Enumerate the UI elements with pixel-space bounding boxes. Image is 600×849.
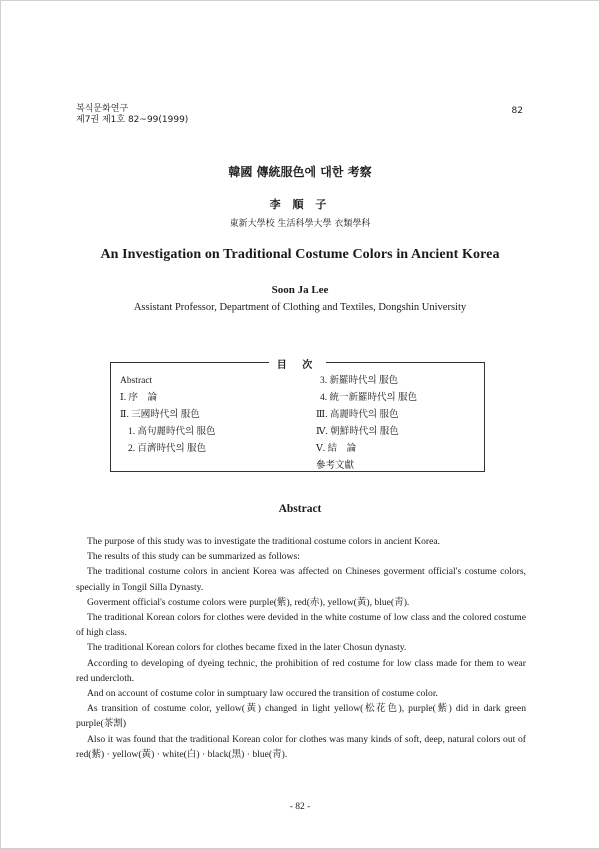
english-affiliation: Assistant Professor, Department of Clothing and Textiles, Dongshin University bbox=[133, 302, 467, 313]
header-page-number: 82 bbox=[511, 106, 523, 116]
toc-item-baekje: 2. 百濟時代의 服色 bbox=[128, 444, 207, 454]
abstract-paragraph: The traditional costume colors in ancient Korea was affected on Chineses goverment official's costume colors, specially in Tongil Silla Dynasty. bbox=[76, 566, 526, 593]
toc-item-introduction: Ⅰ. 序 論 bbox=[120, 393, 158, 403]
toc-right-column bbox=[316, 373, 417, 475]
toc-left-column bbox=[120, 373, 216, 458]
abstract-paragraph: As transition of costume color, yellow(黃) changed in light yellow(松花色), purple(紫) did in dark green purple(茶割) bbox=[76, 703, 526, 730]
toc-item-unified-silla: 4. 統一新羅時代의 服色 bbox=[320, 393, 418, 403]
toc-title: 目 次 bbox=[269, 360, 326, 371]
abstract-paragraph: The traditional Korean colors for clothes were devided in the white costume of low class and the colored costume of high class. bbox=[76, 612, 526, 639]
toc-item-conclusion: Ⅴ. 結 論 bbox=[316, 444, 357, 454]
toc-item-goguryeo: 1. 高句麗時代의 服色 bbox=[128, 427, 216, 437]
korean-affiliation: 東新大學校 生活科學大學 衣類學科 bbox=[229, 219, 371, 229]
journal-name: 복식문화연구 bbox=[76, 104, 129, 114]
abstract-paragraph: Also it was found that the traditional Korean color for clothes was many kinds of soft, deep, natural colors out of red(紫) · yellow(黃) · white(白) · black(黑) · blue(靑). bbox=[76, 733, 526, 760]
toc-item-three-kingdoms: Ⅱ. 三國時代의 服色 bbox=[120, 410, 200, 420]
abstract-paragraph: According to developing of dyeing technic, the prohibition of red costume for low class made for them to wear red undercloth. bbox=[76, 657, 526, 684]
toc-item-abstract: Abstract bbox=[120, 376, 153, 386]
journal-info bbox=[76, 104, 188, 126]
abstract-paragraph: The purpose of this study was to investigate the traditional costume colors in ancient Korea. bbox=[87, 536, 441, 547]
abstract-heading: Abstract bbox=[278, 503, 322, 515]
toc-item-references: 參考文獻 bbox=[316, 461, 355, 471]
abstract-paragraph: And on account of costume color in sumptuary law occured the transition of costume color. bbox=[87, 688, 438, 700]
abstract-paragraph: The traditional Korean colors for clothes became fixed in the later Chosun dynasty. bbox=[87, 642, 407, 654]
abstract-paragraph: The results of this study can be summarized as follows: bbox=[87, 551, 300, 563]
abstract-paragraph: Goverment official's costume colors were purple(紫), red(赤), yellow(黃), blue(靑). bbox=[87, 596, 410, 608]
toc-item-goryeo: Ⅲ. 高麗時代의 服色 bbox=[316, 410, 399, 420]
english-author: Soon Ja Lee bbox=[271, 284, 329, 296]
toc-heading bbox=[111, 355, 484, 373]
table-of-contents bbox=[110, 362, 485, 472]
abstract-body bbox=[76, 534, 526, 762]
korean-author: 李 順 子 bbox=[269, 198, 331, 211]
footer-page-number: - 82 - bbox=[289, 802, 311, 812]
journal-volume: 제7권 제1호 82~99(1999) bbox=[76, 115, 189, 125]
english-title: An Investigation on Traditional Costume Colors in Ancient Korea bbox=[100, 247, 500, 262]
toc-item-joseon: Ⅳ. 朝鮮時代의 服色 bbox=[316, 427, 399, 437]
toc-item-silla: 3. 新羅時代의 服色 bbox=[320, 376, 399, 386]
korean-title: 韓國 傳統服色에 대한 考察 bbox=[228, 165, 372, 179]
